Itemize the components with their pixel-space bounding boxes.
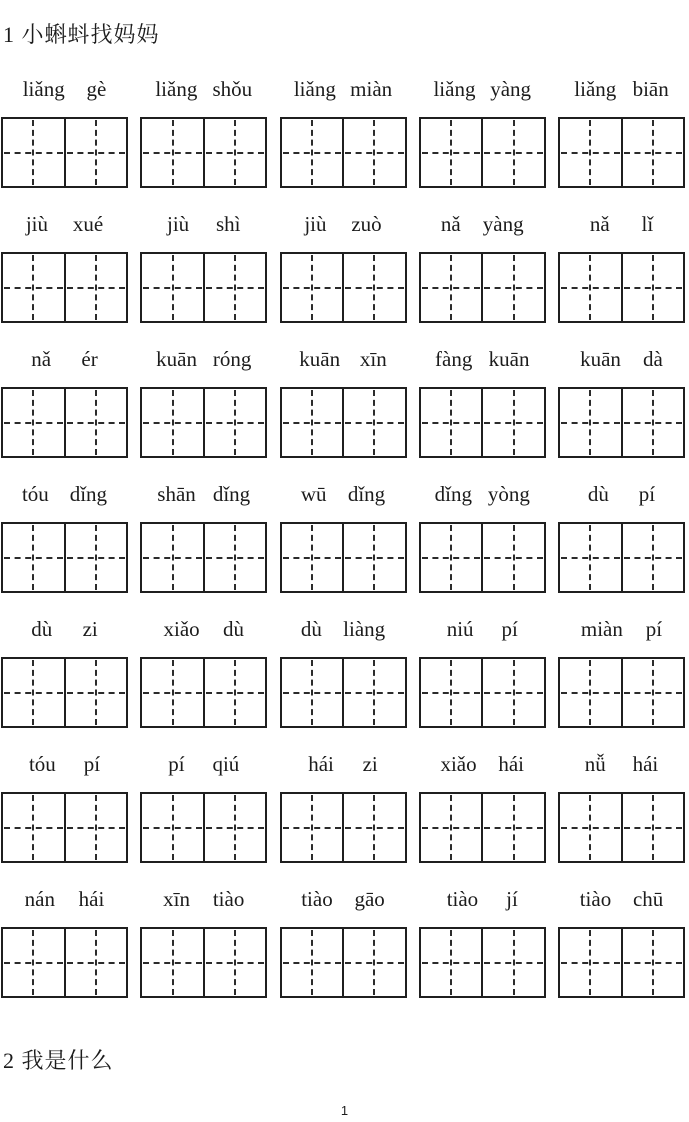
pinyin-syllable: pí xyxy=(501,617,518,641)
word-cell xyxy=(1,75,128,188)
pinyin-syllable: tóu xyxy=(28,752,56,776)
word-cell xyxy=(419,75,546,188)
pinyin-syllable: dǐng xyxy=(347,482,386,506)
tianzige-square[interactable] xyxy=(621,929,684,996)
tianzige-square[interactable] xyxy=(282,524,343,591)
tianzige-square[interactable] xyxy=(282,119,343,186)
tianzige-square[interactable] xyxy=(64,119,127,186)
pinyin-label xyxy=(140,615,267,643)
pinyin-syllable: hái xyxy=(308,752,334,776)
pinyin-syllable: jiù xyxy=(167,212,190,236)
word-cell xyxy=(1,750,128,863)
pinyin-syllable: xīn xyxy=(359,347,387,371)
writing-grid xyxy=(140,657,267,728)
word-cell xyxy=(140,210,267,323)
tianzige-square[interactable] xyxy=(64,659,127,726)
word-cell xyxy=(280,75,407,188)
writing-grid xyxy=(280,522,407,593)
word-cell xyxy=(280,615,407,728)
pinyin-label xyxy=(1,885,128,913)
tianzige-square[interactable] xyxy=(282,659,343,726)
word-cell xyxy=(558,885,685,998)
word-cell xyxy=(280,210,407,323)
writing-grid xyxy=(1,522,128,593)
pinyin-syllable: liǎng xyxy=(574,77,617,101)
pinyin-label xyxy=(140,210,267,238)
word-cell xyxy=(280,480,407,593)
writing-grid xyxy=(280,792,407,863)
tianzige-square[interactable] xyxy=(282,389,343,456)
tianzige-square[interactable] xyxy=(342,119,405,186)
pinyin-syllable: jí xyxy=(506,887,518,911)
tianzige-square[interactable] xyxy=(64,524,127,591)
pinyin-syllable: nǎ xyxy=(31,347,52,371)
pinyin-syllable: chū xyxy=(632,887,664,911)
pinyin-syllable: qiú xyxy=(212,752,240,776)
writing-grid xyxy=(558,522,685,593)
pinyin-syllable: niú xyxy=(446,617,474,641)
tianzige-square[interactable] xyxy=(142,929,203,996)
writing-grid xyxy=(1,927,128,998)
pinyin-syllable: yàng xyxy=(482,212,524,236)
pinyin-syllable: xiǎo xyxy=(440,752,477,776)
word-cell xyxy=(1,615,128,728)
writing-grid xyxy=(140,792,267,863)
pinyin-syllable: jiù xyxy=(25,212,48,236)
pinyin-syllable: dù xyxy=(300,617,322,641)
word-cell xyxy=(140,885,267,998)
word-cell xyxy=(140,480,267,593)
word-cell xyxy=(1,480,128,593)
tianzige-square[interactable] xyxy=(481,524,544,591)
pinyin-syllable: hái xyxy=(498,752,524,776)
tianzige-square[interactable] xyxy=(481,389,544,456)
tianzige-square[interactable] xyxy=(560,929,621,996)
pinyin-syllable: hái xyxy=(78,887,105,911)
pinyin-syllable: liàng xyxy=(343,617,386,641)
pinyin-syllable: zi xyxy=(82,617,98,641)
tianzige-square[interactable] xyxy=(342,659,405,726)
pinyin-syllable: lǐ xyxy=(641,212,654,236)
writing-grid xyxy=(419,657,546,728)
practice-row xyxy=(1,615,685,728)
pinyin-syllable: pí xyxy=(83,752,101,776)
pinyin-label xyxy=(1,615,128,643)
writing-grid xyxy=(419,522,546,593)
word-cell xyxy=(280,345,407,458)
tianzige-square[interactable] xyxy=(421,389,482,456)
pinyin-syllable: fàng xyxy=(435,347,473,371)
pinyin-syllable: hái xyxy=(632,752,659,776)
practice-row xyxy=(1,75,685,188)
word-cell xyxy=(280,750,407,863)
word-cell xyxy=(419,885,546,998)
tianzige-square[interactable] xyxy=(342,254,405,321)
pinyin-label xyxy=(419,75,546,103)
pinyin-label xyxy=(558,750,685,778)
writing-grid xyxy=(558,792,685,863)
word-cell xyxy=(1,210,128,323)
pinyin-label xyxy=(1,750,128,778)
tianzige-square[interactable] xyxy=(142,659,203,726)
pinyin-label xyxy=(280,615,407,643)
writing-grid xyxy=(419,792,546,863)
pinyin-label xyxy=(419,480,546,508)
tianzige-square[interactable] xyxy=(560,659,621,726)
tianzige-square[interactable] xyxy=(560,119,621,186)
tianzige-square[interactable] xyxy=(64,929,127,996)
tianzige-square[interactable] xyxy=(481,119,544,186)
tianzige-square[interactable] xyxy=(203,389,266,456)
pinyin-syllable: xiǎo xyxy=(163,617,200,641)
pinyin-syllable: wū xyxy=(300,482,327,506)
pinyin-label xyxy=(280,480,407,508)
word-cell xyxy=(558,345,685,458)
writing-grid xyxy=(419,117,546,188)
word-cell xyxy=(419,750,546,863)
tianzige-square[interactable] xyxy=(560,254,621,321)
tianzige-square[interactable] xyxy=(282,929,343,996)
pinyin-label xyxy=(419,615,546,643)
pinyin-syllable: miàn xyxy=(580,617,623,641)
pinyin-label xyxy=(140,345,267,373)
pinyin-label xyxy=(280,75,407,103)
pinyin-label xyxy=(280,750,407,778)
pinyin-syllable: kuān xyxy=(580,347,621,371)
pinyin-label xyxy=(558,885,685,913)
tianzige-square[interactable] xyxy=(3,659,64,726)
word-cell xyxy=(419,615,546,728)
pinyin-label xyxy=(419,885,546,913)
pinyin-syllable: gè xyxy=(86,77,107,101)
section-title-2: 2 我是什么 xyxy=(3,1048,114,1073)
pinyin-syllable: dù xyxy=(587,482,609,506)
tianzige-square[interactable] xyxy=(142,254,203,321)
tianzige-square[interactable] xyxy=(421,929,482,996)
writing-grid xyxy=(140,522,267,593)
tianzige-square[interactable] xyxy=(3,929,64,996)
tianzige-square[interactable] xyxy=(621,659,684,726)
pinyin-label xyxy=(1,210,128,238)
pinyin-label xyxy=(1,75,128,103)
pinyin-syllable: dǐng xyxy=(434,482,472,506)
tianzige-square[interactable] xyxy=(421,119,482,186)
writing-grid xyxy=(140,387,267,458)
pinyin-syllable: nǎ xyxy=(440,212,461,236)
pinyin-label xyxy=(140,480,267,508)
practice-row xyxy=(1,210,685,323)
writing-grid xyxy=(280,252,407,323)
writing-grid xyxy=(558,117,685,188)
practice-row xyxy=(1,750,685,863)
pinyin-label xyxy=(419,210,546,238)
pinyin-label xyxy=(280,345,407,373)
tianzige-square[interactable] xyxy=(203,119,266,186)
tianzige-square[interactable] xyxy=(282,254,343,321)
tianzige-square[interactable] xyxy=(342,524,405,591)
pinyin-label xyxy=(1,480,128,508)
pinyin-label xyxy=(140,885,267,913)
pinyin-syllable: tiào xyxy=(301,887,333,911)
page-number: 1 xyxy=(340,1103,349,1118)
writing-grid xyxy=(1,792,128,863)
tianzige-square[interactable] xyxy=(621,389,684,456)
tianzige-square[interactable] xyxy=(342,929,405,996)
pinyin-syllable: xué xyxy=(72,212,104,236)
writing-grid xyxy=(280,387,407,458)
pinyin-label xyxy=(558,75,685,103)
tianzige-square[interactable] xyxy=(3,119,64,186)
pinyin-syllable: pí xyxy=(645,617,663,641)
tianzige-square[interactable] xyxy=(560,524,621,591)
tianzige-square[interactable] xyxy=(3,389,64,456)
pinyin-label xyxy=(280,210,407,238)
pinyin-syllable: yòng xyxy=(487,482,530,506)
pinyin-syllable: liǎng xyxy=(293,77,336,101)
practice-row xyxy=(1,345,685,458)
tianzige-square[interactable] xyxy=(203,659,266,726)
tianzige-square[interactable] xyxy=(621,524,684,591)
pinyin-label xyxy=(558,210,685,238)
pinyin-syllable: shǒu xyxy=(212,77,253,101)
word-cell xyxy=(140,750,267,863)
writing-grid xyxy=(419,927,546,998)
pinyin-syllable: shì xyxy=(215,212,241,236)
word-cell xyxy=(558,750,685,863)
tianzige-square[interactable] xyxy=(64,254,127,321)
pinyin-syllable: dǐng xyxy=(212,482,251,506)
pinyin-syllable: xīn xyxy=(163,887,190,911)
word-cell xyxy=(140,345,267,458)
tianzige-square[interactable] xyxy=(203,929,266,996)
pinyin-syllable: miàn xyxy=(350,77,393,101)
tianzige-square[interactable] xyxy=(142,389,203,456)
tianzige-square[interactable] xyxy=(3,524,64,591)
pinyin-syllable: dǐng xyxy=(69,482,108,506)
tianzige-square[interactable] xyxy=(481,659,544,726)
tianzige-square[interactable] xyxy=(560,794,621,861)
tianzige-square[interactable] xyxy=(342,389,405,456)
tianzige-square[interactable] xyxy=(203,794,266,861)
pinyin-syllable: biān xyxy=(632,77,669,101)
pinyin-syllable: ér xyxy=(81,347,98,371)
pinyin-syllable: yàng xyxy=(490,77,532,101)
tianzige-square[interactable] xyxy=(64,389,127,456)
pinyin-syllable: dù xyxy=(222,617,244,641)
pinyin-label xyxy=(280,885,407,913)
pinyin-syllable: nǚ xyxy=(584,752,606,776)
word-cell xyxy=(419,210,546,323)
pinyin-syllable: gāo xyxy=(354,887,385,911)
pinyin-label xyxy=(1,345,128,373)
pinyin-syllable: kuān xyxy=(488,347,530,371)
pinyin-label xyxy=(558,345,685,373)
pinyin-syllable: tiào xyxy=(579,887,612,911)
word-cell xyxy=(1,885,128,998)
writing-grid xyxy=(558,252,685,323)
writing-grid xyxy=(1,117,128,188)
writing-grid xyxy=(558,657,685,728)
section-title-1: 1 小蝌蚪找妈妈 xyxy=(3,22,160,47)
pinyin-label xyxy=(140,75,267,103)
pinyin-syllable: liǎng xyxy=(433,77,476,101)
pinyin-syllable: kuān xyxy=(299,347,341,371)
pinyin-syllable: nǎ xyxy=(589,212,610,236)
tianzige-square[interactable] xyxy=(481,794,544,861)
tianzige-square[interactable] xyxy=(621,119,684,186)
pinyin-syllable: kuān xyxy=(156,347,197,371)
writing-grid xyxy=(280,927,407,998)
tianzige-square[interactable] xyxy=(342,794,405,861)
word-cell xyxy=(280,885,407,998)
writing-grid xyxy=(140,117,267,188)
tianzige-square[interactable] xyxy=(203,254,266,321)
pinyin-syllable: zuò xyxy=(351,212,382,236)
pinyin-syllable: tóu xyxy=(21,482,49,506)
tianzige-square[interactable] xyxy=(560,389,621,456)
word-cell xyxy=(1,345,128,458)
pinyin-syllable: pí xyxy=(168,752,185,776)
practice-row xyxy=(1,885,685,998)
tianzige-square[interactable] xyxy=(282,794,343,861)
pinyin-syllable: tiào xyxy=(446,887,479,911)
pinyin-syllable: dù xyxy=(31,617,53,641)
pinyin-label xyxy=(558,615,685,643)
writing-grid xyxy=(558,927,685,998)
practice-row xyxy=(1,480,685,593)
tianzige-square[interactable] xyxy=(621,794,684,861)
pinyin-syllable: zi xyxy=(362,752,378,776)
pinyin-syllable: dà xyxy=(643,347,663,371)
tianzige-square[interactable] xyxy=(421,254,482,321)
tianzige-square[interactable] xyxy=(142,524,203,591)
tianzige-square[interactable] xyxy=(203,524,266,591)
tianzige-square[interactable] xyxy=(421,524,482,591)
tianzige-square[interactable] xyxy=(3,254,64,321)
word-cell xyxy=(558,615,685,728)
pinyin-label xyxy=(140,750,267,778)
writing-grid xyxy=(1,387,128,458)
writing-grid xyxy=(140,252,267,323)
pinyin-syllable: nán xyxy=(24,887,55,911)
word-cell xyxy=(419,480,546,593)
pinyin-syllable: tiào xyxy=(212,887,245,911)
practice-rows xyxy=(1,75,685,998)
writing-grid xyxy=(1,252,128,323)
word-cell xyxy=(558,210,685,323)
writing-grid xyxy=(1,657,128,728)
tianzige-square[interactable] xyxy=(421,794,482,861)
pinyin-syllable: liǎng xyxy=(155,77,198,101)
pinyin-label xyxy=(558,480,685,508)
pinyin-syllable: pí xyxy=(638,482,656,506)
writing-grid xyxy=(140,927,267,998)
pinyin-syllable: jiù xyxy=(304,212,327,236)
pinyin-syllable: liǎng xyxy=(22,77,65,101)
word-cell xyxy=(558,75,685,188)
writing-grid xyxy=(280,117,407,188)
writing-grid xyxy=(419,252,546,323)
writing-grid xyxy=(280,657,407,728)
tianzige-square[interactable] xyxy=(481,254,544,321)
writing-grid xyxy=(558,387,685,458)
pinyin-syllable: róng xyxy=(212,347,252,371)
word-cell xyxy=(140,615,267,728)
pinyin-label xyxy=(419,345,546,373)
word-cell xyxy=(140,75,267,188)
tianzige-square[interactable] xyxy=(142,794,203,861)
tianzige-square[interactable] xyxy=(3,794,64,861)
tianzige-square[interactable] xyxy=(421,659,482,726)
pinyin-label xyxy=(419,750,546,778)
pinyin-syllable: shān xyxy=(157,482,196,506)
writing-grid xyxy=(419,387,546,458)
tianzige-square[interactable] xyxy=(142,119,203,186)
tianzige-square[interactable] xyxy=(481,929,544,996)
tianzige-square[interactable] xyxy=(64,794,127,861)
word-cell xyxy=(419,345,546,458)
tianzige-square[interactable] xyxy=(621,254,684,321)
word-cell xyxy=(558,480,685,593)
